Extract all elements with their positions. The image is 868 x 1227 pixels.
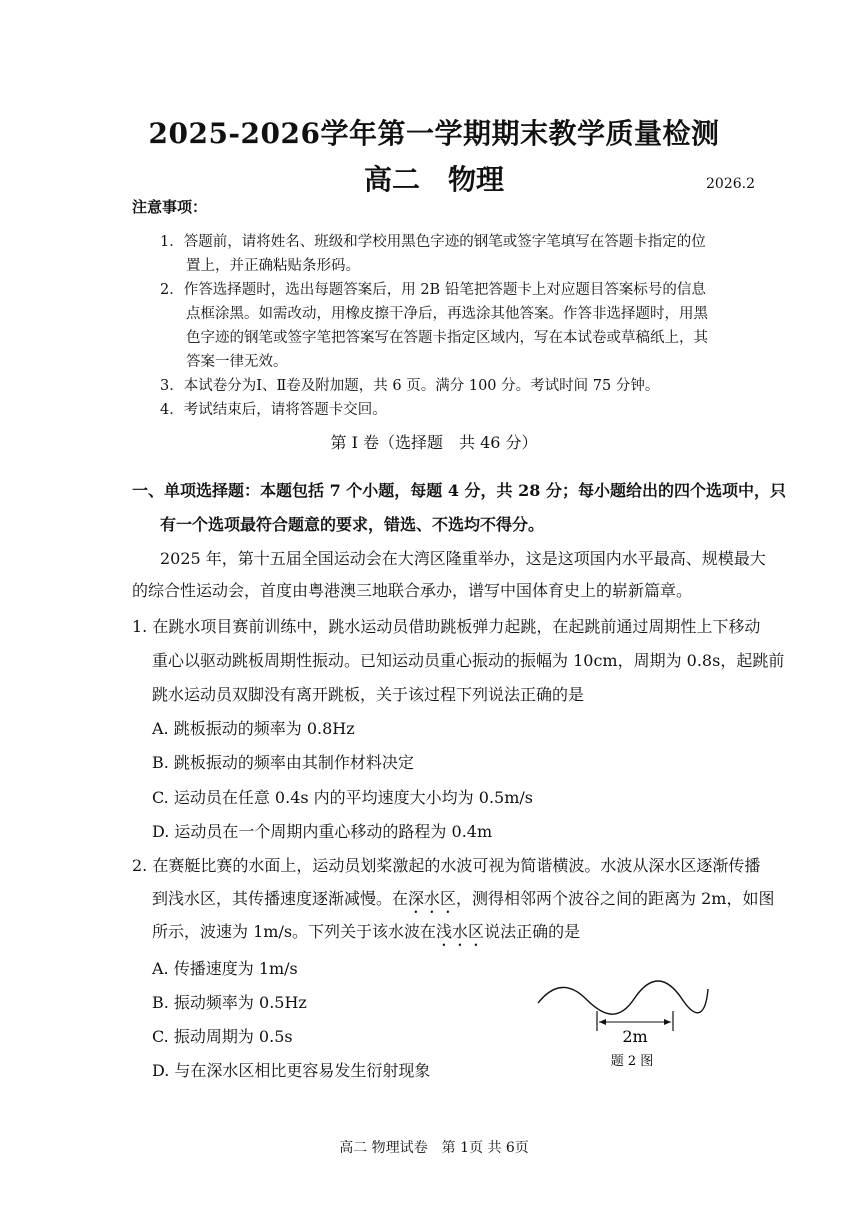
note-line: 点框涂黑。如需改动，用橡皮擦干净后，再选涂其他答案。作答非选择题时，用黑 [186, 306, 708, 322]
figure-caption: 题 2 图 [610, 1054, 654, 1069]
question-2-stem-cont: 所示，波速为 1m/s。下列关于该水波在浅水区说法正确的是 [152, 922, 581, 941]
question-1-option-d: D. 运动员在一个周期内重心移动的路程为 0.4m [152, 822, 493, 841]
question-2-option-a: A. 传播速度为 1m/s [152, 959, 298, 978]
wave-curve [538, 981, 708, 1014]
question-1-stem-cont: 跳水运动员双脚没有离开跳板，关于该过程下列说法正确的是 [152, 685, 585, 704]
exam-subject: 高二 物理 [363, 163, 504, 196]
intro-paragraph: 2025 年，第十五届全国运动会在大湾区隆重举办，这是这项国内水平最高、规模最大 [160, 549, 766, 568]
question-1-option-a: A. 跳板振动的频率为 0.8Hz [152, 719, 355, 738]
distance-label: 2m [622, 1027, 648, 1046]
note-line: 3．本试卷分为Ⅰ、Ⅱ卷及附加题，共 6 页。满分 100 分。考试时间 75 分钟。 [160, 378, 660, 394]
page-footer: 高二 物理试卷 第 1页 共 6页 [339, 1140, 529, 1156]
note-line: 4．考试结束后，请将答题卡交回。 [160, 402, 387, 418]
note-line: 色字迹的钢笔或签字笔把答案写在答题卡指定区域内，写在本试卷或草稿纸上，其 [186, 330, 708, 346]
emphasis-deep-water: 深水区 [408, 889, 457, 908]
question-2-option-d: D. 与在深水区相比更容易发生衍射现象 [152, 1061, 431, 1080]
exam-title: 2025-2026学年第一学期期末教学质量检测 [148, 117, 720, 150]
exam-date: 2026.2 [706, 176, 755, 192]
part-heading: 一、单项选择题：本题包括 7 个小题，每题 4 分，共 28 分；每小题给出的四个选项中，只 [132, 481, 786, 500]
question-1-option-b: B. 跳板振动的频率由其制作材料决定 [152, 753, 414, 772]
note-line: 1．答题前，请将姓名、班级和学校用黑色字迹的钢笔或签字笔填写在答题卡指定的位 [160, 234, 706, 250]
note-line: 答案一律无效。 [186, 354, 288, 370]
question-1-stem: 1. 在跳水项目赛前训练中，跳水运动员借助跳板弹力起跳，在起跳前通过周期性上下移动 [132, 617, 761, 636]
section-title: 第 I 卷（选择题 共 46 分） [330, 433, 538, 452]
emphasis-shallow-water: 浅水区 [436, 922, 485, 941]
notes-heading: 注意事项： [132, 198, 208, 216]
question-1-option-c: C. 运动员在任意 0.4s 内的平均速度大小均为 0.5m/s [152, 788, 533, 807]
question-2-stem-cont: 到浅水区，其传播速度逐渐减慢。在深水区，测得相邻两个波谷之间的距离为 2m，如图 [152, 889, 775, 908]
question-2-option-c: C. 振动周期为 0.5s [152, 1027, 293, 1046]
intro-paragraph-cont: 的综合性运动会，首度由粤港澳三地联合承办，谱写中国体育史上的崭新篇章。 [132, 581, 693, 600]
question-1-stem-cont: 重心以驱动跳板周期性振动。已知运动员重心振动的振幅为 10cm，周期为 0.8s，起跳前 [152, 651, 785, 670]
wave-figure [530, 975, 720, 1075]
question-2-stem: 2. 在赛艇比赛的水面上，运动员划桨激起的水波可视为简谐横波。水波从深水区逐渐传播 [132, 856, 761, 875]
question-2-option-b: B. 振动频率为 0.5Hz [152, 993, 307, 1012]
arrow-head-left [599, 1019, 606, 1025]
note-line: 2．作答选择题时，选出每题答案后，用 2B 铅笔把答题卡上对应题目答案标号的信息 [160, 282, 706, 298]
arrow-head-right [664, 1019, 671, 1025]
part-heading-cont: 有一个选项最符合题意的要求，错选、不选均不得分。 [160, 515, 545, 534]
note-line: 置上，并正确粘贴条形码。 [186, 258, 360, 274]
